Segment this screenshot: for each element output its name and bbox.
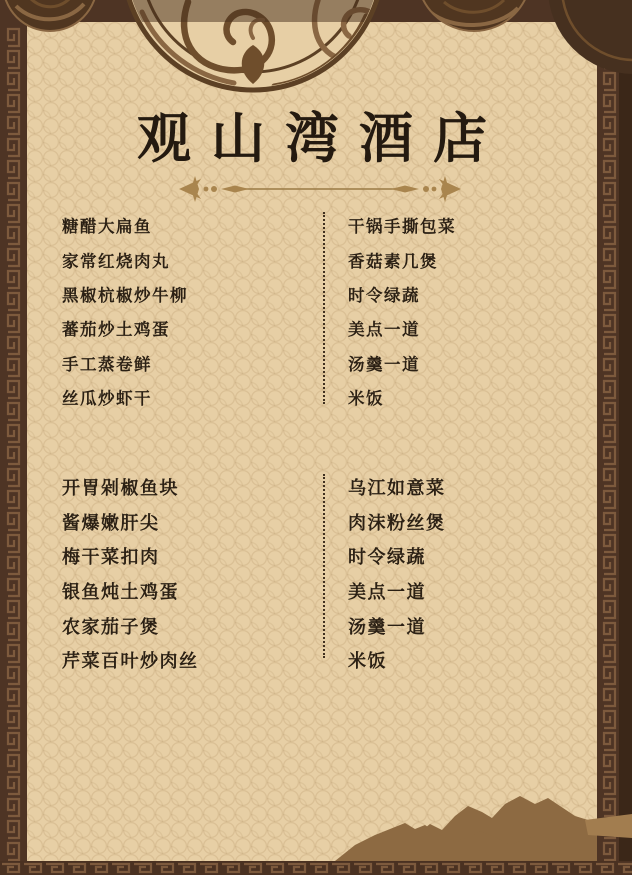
title-divider-ornament: [177, 174, 463, 204]
corner-medallion-right: [548, 0, 632, 74]
menu-item: 家常红烧肉丸: [62, 251, 170, 271]
menu-item: 米饭: [348, 389, 384, 409]
menu-item: 芹菜百叶炒肉丝: [62, 651, 199, 672]
menu-item: 银鱼炖土鸡蛋: [62, 582, 179, 603]
frame-right-strip: [619, 0, 632, 875]
menu-item: 黑椒杭椒炒牛柳: [62, 285, 188, 305]
column-divider-section1: [323, 212, 325, 404]
mountain-silhouette: [330, 788, 632, 861]
menu-item: 汤羹一道: [348, 354, 420, 374]
menu-item: 美点一道: [348, 320, 420, 340]
menu-item: 农家茄子煲: [62, 616, 160, 637]
corner-medallion-left: [3, 0, 97, 31]
greek-key-border-left: [5, 26, 22, 861]
menu-section2-left-column: [62, 470, 199, 678]
menu-item: 米饭: [348, 651, 387, 672]
menu-section2-right-column: [348, 470, 446, 678]
menu-item: 时令绿蔬: [348, 285, 420, 305]
menu-item: 时令绿蔬: [348, 547, 426, 568]
menu-section1-right-column: [348, 208, 456, 414]
mountain-border-overlap: [585, 814, 632, 838]
menu-item: 酱爆嫩肝尖: [62, 512, 160, 533]
menu-item: 乌江如意菜: [348, 478, 446, 499]
scroll-medallion-ornament: [0, 0, 632, 100]
menu-item: 梅干菜扣肉: [62, 547, 160, 568]
menu-item: 干锅手撕包菜: [348, 217, 456, 237]
menu-item: 肉沫粉丝煲: [348, 512, 446, 533]
restaurant-title: 观山湾酒店: [137, 109, 507, 169]
central-medallion: [120, 0, 386, 90]
greek-key-border-right: [601, 26, 618, 861]
menu-item: 糖醋大扁鱼: [62, 217, 152, 237]
greek-key-border-bottom: [0, 861, 632, 875]
menu-item: 香菇素几煲: [348, 251, 438, 271]
menu-item: 手工蒸卷鲜: [62, 354, 152, 374]
menu-item: 丝瓜炒虾干: [62, 389, 152, 409]
menu-item: 美点一道: [348, 582, 426, 603]
column-divider-section2: [323, 474, 325, 658]
menu-item: 汤羹一道: [348, 616, 426, 637]
menu-item: 蕃茄炒土鸡蛋: [62, 320, 170, 340]
top-medallion-fragment: [417, 0, 531, 31]
menu-item: 开胃剁椒鱼块: [62, 478, 179, 499]
menu-section1-left-column: [62, 208, 188, 414]
